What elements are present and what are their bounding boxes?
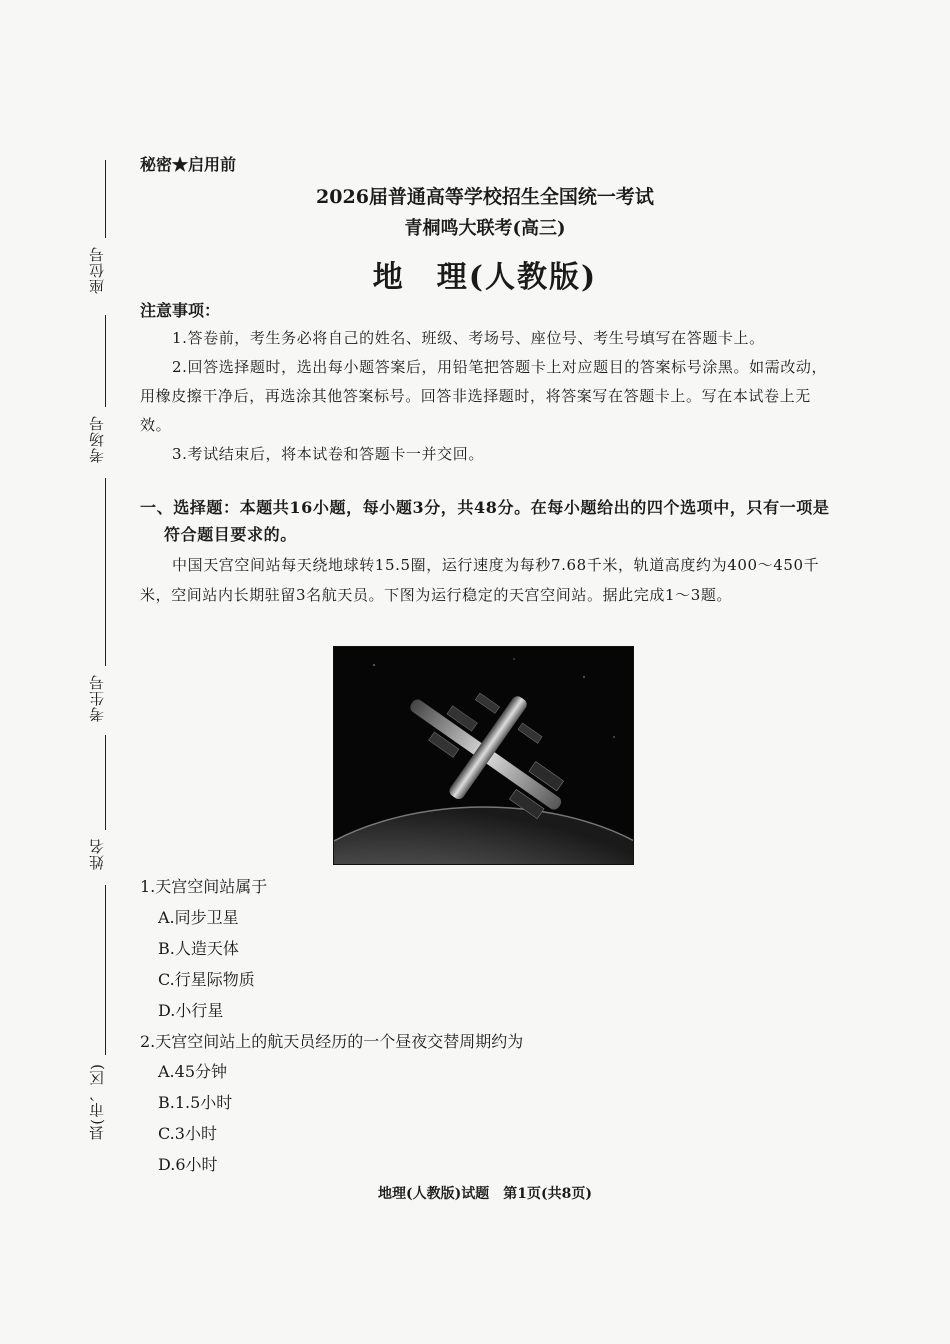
material-text: 中国天宫空间站每天绕地球转15.5圈，运行速度为每秒7.68千米，轨道高度约为400～450千米，空间站内长期驻留3名航天员。下图为运行稳定的天宫空间站。据此完成1～3题。 (140, 556, 820, 604)
subject-title: 地 理(人教版) (372, 260, 598, 295)
notice-item-2: 2.回答选择题时，选出每小题答案后，用铅笔把答题卡上对应题目的答案标号涂黑。如需改动，用橡皮擦干净后，再选涂其他答案标号。回答非选择题时，将答案写在答题卡上。写在本试卷上无效。 (140, 358, 828, 434)
question-2-stem: 2.天宫空间站上的航天员经历的一个昼夜交替周期约为 (140, 1032, 524, 1051)
section-heading-line1: 一、选择题：本题共16小题，每小题3分，共48分。在每小题给出的四个选项中，只有一项是 (140, 498, 830, 517)
page-footer: 地理(人教版)试题 第1页(共8页) (378, 1186, 592, 1202)
room-label: 考场号 (88, 415, 106, 463)
question-2-option-d: D.6小时 (158, 1155, 218, 1174)
candidate-field (82, 478, 122, 723)
exam-subtitle: 青桐鸣大联考(高三) (404, 218, 566, 239)
notice-item-3: 3.考试结束后，将本试卷和答题卡一并交回。 (172, 445, 484, 463)
name-field (82, 735, 122, 870)
county-line (105, 885, 106, 1055)
room-line (105, 315, 106, 407)
candidate-label: 考生号 (88, 674, 106, 722)
question-1-stem: 1.天宫空间站属于 (140, 877, 268, 896)
candidate-line (105, 478, 106, 666)
space-station-illustration (334, 647, 633, 864)
notice-heading: 注意事项： (140, 301, 221, 320)
room-field (82, 315, 122, 465)
space-station-photo (333, 646, 634, 865)
question-2-option-c: C.3小时 (158, 1124, 217, 1143)
name-line (105, 735, 106, 830)
question-1-option-b: B.人造天体 (158, 939, 239, 958)
notice-item-1: 1.答卷前，考生务必将自己的姓名、班级、考场号、座位号、考生号填写在答题卡上。 (172, 329, 765, 347)
section-heading-line2: 符合题目要求的。 (164, 525, 297, 544)
question-1-option-c: C.行星际物质 (158, 970, 255, 989)
exam-title: 2026届普通高等学校招生全国统一考试 (316, 186, 654, 208)
question-1-option-a: A.同步卫星 (158, 908, 239, 927)
county-label: 县(市、区) (88, 1063, 106, 1141)
question-1-option-d: D.小行星 (158, 1001, 224, 1020)
confidential-mark: 秘密★启用前 (140, 155, 237, 174)
question-2-option-a: A.45分钟 (158, 1062, 228, 1081)
seat-label: 座位号 (88, 246, 106, 294)
name-label: 姓名 (88, 838, 106, 870)
question-2-option-b: B.1.5小时 (158, 1093, 233, 1112)
county-field (82, 885, 122, 1145)
